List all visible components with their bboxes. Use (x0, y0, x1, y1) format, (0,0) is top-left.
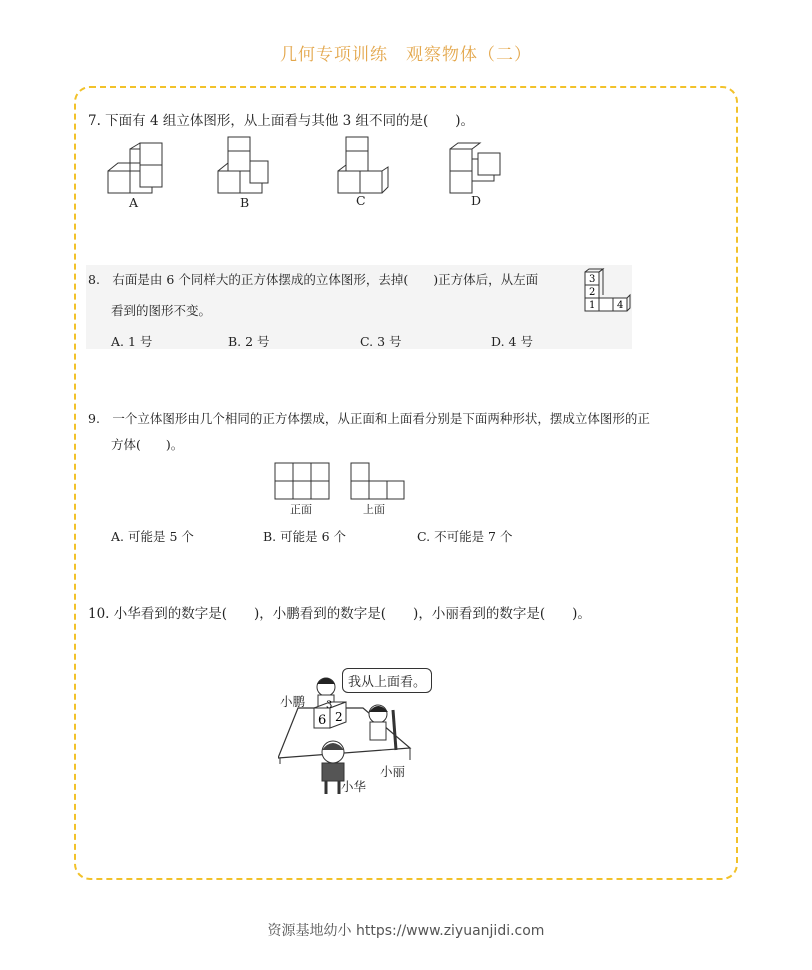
die-top-number: 3 (326, 700, 333, 711)
top-view (351, 463, 404, 499)
name-xiaoli: 小丽 (380, 764, 406, 779)
question-8-option-b: B. 2 号 (228, 334, 270, 349)
cube-number-2: 2 (589, 287, 596, 298)
question-9-option-b: B. 可能是 6 个 (263, 529, 347, 544)
figure-d (450, 143, 500, 193)
cube-number-4: 4 (617, 300, 624, 311)
figure-c (338, 137, 388, 193)
question-9-line2: 方体( )。 (111, 437, 184, 452)
question-10-text: 10. 小华看到的数字是( )，小鹏看到的数字是( )，小丽看到的数字是( )。 (88, 606, 591, 622)
question-8-option-a: A. 1 号 (111, 334, 153, 349)
question-9-line1: 9. 一个立体图形由几个相同的正方体摆成，从正面和上面看分别是下面两种形状，摆成立体图形的正 (88, 411, 650, 426)
question-8-line1: 8. 右面是由 6 个同样大的正方体摆成的立体图形，去掉( )正方体后，从左面 (88, 272, 539, 287)
top-view-label: 上面 (363, 503, 385, 516)
question-9-option-c: C. 不可能是 7 个 (417, 529, 513, 544)
die-front-number: 6 (318, 713, 327, 728)
speech-bubble: 我从上面看。 (342, 668, 432, 693)
option-c-label: C (356, 193, 366, 208)
question-8-option-d: D. 4 号 (491, 334, 533, 349)
footer-source: 资源基地幼小 https://www.ziyuanjidi.com (267, 923, 545, 939)
question-8-option-c: C. 3 号 (360, 334, 402, 349)
front-view-label: 正面 (290, 503, 312, 516)
question-8-cube-figure (582, 268, 632, 316)
question-9-views (272, 460, 408, 502)
front-view (275, 463, 329, 499)
figure-b (218, 137, 268, 193)
question-8-line2: 看到的图形不变。 (111, 303, 212, 318)
die-side-number: 2 (335, 710, 343, 724)
question-7-figures (100, 135, 520, 195)
name-xiaopeng: 小鹏 (280, 694, 306, 709)
question-9-option-a: A. 可能是 5 个 (111, 529, 194, 544)
option-d-label: D (471, 193, 482, 208)
name-xiaohua: 小华 (341, 779, 367, 794)
cube-number-3: 3 (589, 274, 596, 285)
option-a-label: A (129, 195, 139, 210)
page-title: 几何专项训练 观察物体（二） (280, 45, 532, 65)
cube-number-1: 1 (589, 300, 596, 311)
figure-a (108, 143, 162, 193)
question-7-text: 7. 下面有 4 组立体图形，从上面看与其他 3 组不同的是( )。 (88, 113, 475, 129)
option-b-label: B (240, 195, 250, 210)
